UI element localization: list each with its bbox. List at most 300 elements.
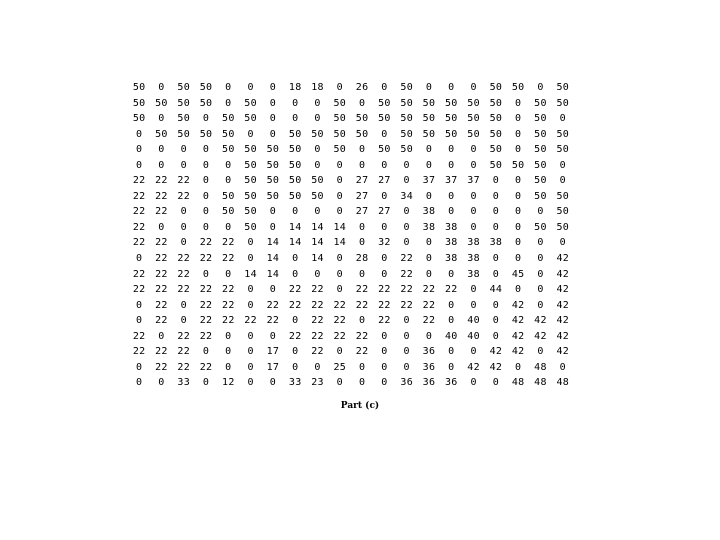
matrix-cell: 22 [311,330,324,342]
matrix-cell: 0 [403,175,410,187]
matrix-cell: 50 [311,128,324,140]
matrix-cell: 0 [425,159,433,171]
matrix-cell: 50 [400,97,414,109]
matrix-cell: 0 [358,97,366,109]
matrix-cell: 22 [311,284,324,296]
matrix-cell: 50 [489,82,503,93]
matrix-cell: 0 [515,175,522,187]
matrix-cell: 0 [470,299,477,311]
matrix-cell: 45 [511,268,525,280]
matrix-cell: 14 [244,268,257,280]
matrix-cell: 22 [177,190,191,202]
matrix-cell: 50 [288,175,302,187]
matrix-cell: 22 [355,346,369,358]
matrix-cell: 0 [425,82,433,93]
matrix-cell: 22 [400,253,414,265]
matrix-cell: 50 [467,97,480,109]
matrix-cell: 22 [222,284,235,296]
matrix-cell: 22 [422,299,436,311]
matrix-cell: 22 [155,190,168,202]
matrix-cell: 14 [311,237,324,249]
matrix-cell: 50 [489,159,503,171]
matrix-cell: 50 [378,113,391,125]
matrix-cell: 0 [358,361,366,373]
matrix-cell: 50 [199,82,213,93]
matrix-cell: 22 [288,330,302,342]
matrix-cell: 22 [333,299,347,311]
matrix-cell: 37 [444,175,458,187]
matrix-cell: 22 [199,299,213,311]
matrix-cell: 22 [333,315,347,327]
matrix-cell: 42 [556,284,570,296]
matrix-cell: 50 [266,175,280,187]
matrix-cell: 50 [534,175,547,187]
matrix-cell: 14 [266,237,280,249]
matrix-cell: 0 [515,190,522,202]
matrix-cell: 22 [132,206,146,218]
matrix-cell: 18 [288,82,302,93]
matrix-cell: 0 [559,159,566,171]
matrix-cell: 0 [158,159,165,171]
matrix-cell: 50 [244,159,257,171]
matrix-cell: 50 [444,128,458,140]
matrix-cell: 50 [244,144,257,156]
matrix-cell: 0 [425,190,433,202]
matrix-cell: 0 [336,82,343,93]
matrix-cell: 27 [355,175,369,187]
matrix-cell: 50 [311,190,324,202]
matrix-cell: 40 [467,315,480,327]
matrix-cell: 50 [244,113,257,125]
matrix-cell: 0 [158,330,165,342]
matrix-cell: 0 [247,377,254,389]
matrix-cell: 0 [537,206,544,218]
matrix-cell: 0 [269,284,277,296]
matrix-cell: 50 [155,128,168,140]
matrix-cell: 22 [244,315,257,327]
matrix-cell: 0 [381,330,388,342]
matrix-cell: 22 [177,346,191,358]
matrix-cell: 50 [222,206,235,218]
matrix-cell: 0 [336,346,343,358]
matrix-cell: 36 [400,377,414,389]
matrix-cell: 50 [489,113,503,125]
matrix-cell: 0 [314,361,321,373]
matrix-cell: 50 [177,128,191,140]
matrix-cell: 0 [202,206,210,218]
matrix-cell: 50 [222,128,235,140]
matrix-cell: 0 [515,361,522,373]
matrix-cell: 0 [537,284,544,296]
matrix-cell: 0 [314,113,321,125]
matrix-cell: 0 [247,330,254,342]
matrix-cell: 17 [266,361,280,373]
matrix-cell: 0 [314,144,321,156]
matrix-cell: 0 [448,190,455,202]
matrix-cell: 0 [403,346,410,358]
matrix-cell: 23 [311,377,324,389]
matrix-cell: 50 [199,97,213,109]
matrix-cell: 0 [448,315,455,327]
matrix-cell: 0 [202,159,210,171]
matrix-cell: 0 [403,206,410,218]
matrix-cell: 22 [155,268,168,280]
matrix-cell: 50 [444,113,458,125]
matrix-cell: 0 [358,144,366,156]
matrix-cell: 22 [400,299,414,311]
matrix-cell: 0 [269,377,277,389]
matrix-cell: 50 [556,221,570,233]
matrix-cell: 50 [177,113,191,125]
matrix-cell: 0 [492,206,500,218]
matrix-cell: 0 [403,330,410,342]
matrix-cell: 0 [269,221,277,233]
matrix-cell: 0 [515,237,522,249]
matrix-cell: 0 [336,268,343,280]
matrix-cell: 0 [180,221,187,233]
matrix-cell: 22 [288,284,302,296]
matrix-cell: 0 [269,113,277,125]
matrix-cell: 0 [470,284,477,296]
matrix-cell: 50 [556,82,570,93]
matrix-cell: 0 [515,97,522,109]
matrix-cell: 0 [470,82,477,93]
matrix-cell: 22 [155,206,168,218]
matrix-cell: 0 [470,190,477,202]
matrix-cell: 0 [135,253,143,265]
matrix-cell: 0 [158,144,165,156]
matrix-cell: 0 [492,175,500,187]
matrix-cell: 50 [333,144,347,156]
matrix-cell: 14 [311,253,324,265]
matrix-cell: 50 [489,97,503,109]
matrix-cell: 22 [422,315,436,327]
matrix-cell: 0 [559,175,566,187]
matrix-cell: 26 [355,82,369,93]
matrix-cell: 22 [155,361,168,373]
matrix-cell: 42 [489,361,503,373]
matrix-cell: 0 [381,221,388,233]
matrix-cell: 0 [470,206,477,218]
matrix-cell: 18 [311,82,324,93]
matrix-cell: 0 [314,97,321,109]
matrix-cell: 0 [180,237,187,249]
matrix-cell: 0 [537,237,544,249]
matrix-cell: 22 [355,330,369,342]
matrix-cell: 0 [135,144,143,156]
matrix-cell: 0 [202,377,210,389]
matrix-cell: 0 [135,315,143,327]
matrix-cell: 50 [266,159,280,171]
matrix-cell: 0 [269,206,277,218]
matrix-cell: 50 [155,97,168,109]
matrix-cell: 22 [155,175,168,187]
matrix-cell: 44 [489,284,503,296]
matrix-cell: 50 [400,144,414,156]
matrix-cell: 0 [336,284,343,296]
matrix-cell: 0 [292,315,299,327]
matrix-cell: 50 [244,206,257,218]
matrix-cell: 0 [358,221,366,233]
matrix-cell: 0 [135,377,143,389]
matrix-cell: 42 [556,268,570,280]
matrix-cell: 0 [559,113,566,125]
matrix-cell: 0 [515,284,522,296]
matrix-cell: 0 [381,190,388,202]
matrix-cell: 0 [202,268,210,280]
matrix-cell: 50 [534,97,547,109]
matrix-cell: 50 [244,97,257,109]
matrix-cell: 0 [135,128,143,140]
matrix-cell: 50 [556,206,570,218]
matrix-cell: 22 [355,299,369,311]
matrix-cell: 22 [132,175,146,187]
matrix-cell: 0 [269,97,277,109]
matrix-cell: 0 [492,221,500,233]
matrix-cell: 50 [422,128,436,140]
matrix-cell: 22 [222,253,235,265]
matrix-cell: 48 [534,361,547,373]
matrix-cell: 0 [492,377,500,389]
matrix-cell: 38 [444,221,458,233]
matrix-cell: 0 [403,361,410,373]
matrix-cell: 12 [222,377,235,389]
matrix-cell: 50 [333,113,347,125]
matrix-cell: 0 [358,159,366,171]
matrix-cell: 0 [515,128,522,140]
matrix-cell: 0 [247,82,254,93]
matrix-cell: 50 [400,128,414,140]
matrix-cell: 0 [381,361,388,373]
matrix-cell: 0 [314,268,321,280]
matrix-cell: 50 [400,82,414,93]
matrix-cell: 0 [559,361,566,373]
matrix-cell: 22 [311,315,324,327]
matrix-cell: 22 [155,253,168,265]
matrix-cell: 22 [155,315,168,327]
matrix-cell: 42 [534,330,547,342]
matrix-cell: 38 [489,237,503,249]
matrix-cell: 22 [222,237,235,249]
matrix-cell: 50 [132,113,146,125]
matrix-cell: 0 [448,361,455,373]
matrix-cell: 50 [355,113,369,125]
matrix-cell: 0 [403,221,410,233]
matrix-cell: 0 [158,82,165,93]
matrix-cell: 22 [222,315,235,327]
matrix-cell: 0 [135,299,143,311]
matrix-cell: 0 [515,221,522,233]
figure-caption: Part (c) [340,401,380,411]
matrix-cell: 0 [225,82,232,93]
matrix-cell: 22 [222,299,235,311]
matrix-cell: 22 [288,299,302,311]
matrix-cell: 42 [511,315,525,327]
matrix-cell: 0 [448,159,455,171]
matrix-cell: 22 [155,284,168,296]
matrix-cell: 50 [222,190,235,202]
matrix-cell: 36 [422,346,436,358]
matrix-cell: 27 [378,206,391,218]
matrix-cell: 14 [288,221,302,233]
matrix-cell: 27 [355,206,369,218]
matrix-cell: 22 [132,346,146,358]
matrix-cell: 22 [155,299,168,311]
matrix-cell: 50 [400,113,414,125]
matrix-cell: 0 [269,82,277,93]
matrix-cell: 42 [511,299,525,311]
matrix-cell: 42 [556,315,570,327]
matrix-cell: 0 [292,97,299,109]
matrix-cell: 50 [556,97,570,109]
matrix-cell: 0 [425,330,433,342]
matrix-cell: 32 [378,237,391,249]
matrix-cell: 0 [336,175,343,187]
matrix-cell: 22 [378,299,391,311]
matrix-cell: 0 [492,330,500,342]
matrix-cell: 0 [269,330,277,342]
matrix-cell: 42 [467,361,480,373]
matrix-cell: 0 [180,206,187,218]
matrix-cell: 0 [470,346,477,358]
matrix-cell: 50 [222,144,235,156]
matrix-cell: 50 [333,97,347,109]
matrix-cell: 0 [448,144,455,156]
matrix-cell: 48 [511,377,525,389]
matrix-cell: 0 [336,190,343,202]
matrix-cell: 50 [177,82,191,93]
matrix-cell: 0 [515,144,522,156]
matrix-cell: 22 [311,299,324,311]
matrix-cell: 14 [311,221,324,233]
matrix-cell: 42 [489,346,503,358]
matrix-cell: 40 [444,330,458,342]
matrix-cell: 0 [225,330,232,342]
matrix-cell: 0 [158,113,165,125]
matrix-cell: 0 [470,377,477,389]
matrix-cell: 0 [515,113,522,125]
matrix-cell: 36 [422,377,436,389]
matrix-cell: 0 [381,268,388,280]
matrix-cell: 22 [177,175,191,187]
matrix-cell: 0 [381,377,388,389]
matrix-cell: 50 [355,128,369,140]
matrix-cell: 22 [311,346,324,358]
matrix-cell: 22 [422,284,436,296]
matrix-cell: 0 [537,346,544,358]
matrix-cell: 22 [177,268,191,280]
matrix-cell: 38 [467,237,480,249]
matrix-cell: 0 [492,315,500,327]
matrix-cell: 0 [515,206,522,218]
matrix-cell: 50 [288,159,302,171]
matrix-cell: 0 [470,159,477,171]
matrix-cell: 0 [358,237,366,249]
matrix-cell: 0 [448,206,455,218]
matrix-cell: 36 [422,361,436,373]
matrix-cell: 0 [247,253,254,265]
matrix-cell: 50 [444,97,458,109]
matrix-cell: 0 [202,113,210,125]
matrix-cell: 0 [537,82,544,93]
matrix-cell: 50 [288,190,302,202]
matrix-cell: 22 [155,346,168,358]
matrix-cell: 50 [534,144,547,156]
matrix-cell: 0 [180,299,187,311]
matrix-cell: 42 [511,346,525,358]
matrix-cell: 22 [266,299,280,311]
matrix-cell: 0 [515,253,522,265]
matrix-cell: 33 [177,377,191,389]
matrix-cell: 0 [537,299,544,311]
matrix-cell: 17 [266,346,280,358]
matrix-cell: 0 [247,284,254,296]
matrix-cell: 22 [378,284,391,296]
matrix-cell: 0 [470,221,477,233]
matrix-cell: 42 [556,346,570,358]
matrix-cell: 0 [247,346,254,358]
matrix-cell: 0 [225,346,232,358]
matrix-cell: 0 [381,346,388,358]
matrix-cell: 42 [556,253,570,265]
matrix-cell: 0 [247,237,254,249]
matrix-cell: 0 [180,315,187,327]
matrix-cell: 50 [132,82,146,93]
matrix-cell: 0 [225,221,232,233]
matrix-cell: 0 [292,253,299,265]
matrix-cell: 38 [444,237,458,249]
matrix-cell: 0 [158,221,165,233]
matrix-cell: 50 [333,128,347,140]
matrix-cell: 22 [132,284,146,296]
matrix-cell: 0 [225,361,232,373]
matrix-cell: 50 [244,190,257,202]
matrix-cell: 0 [403,237,410,249]
matrix-cell: 0 [202,190,210,202]
matrix-cell: 0 [358,377,366,389]
matrix-cell: 0 [492,268,500,280]
matrix-cell: 0 [448,299,455,311]
matrix-cell: 0 [381,82,388,93]
matrix-cell: 22 [132,190,146,202]
matrix-cell: 14 [266,253,280,265]
matrix-cell: 0 [381,159,388,171]
matrix-cell: 0 [135,159,143,171]
matrix-cell: 0 [202,346,210,358]
matrix-cell: 50 [534,113,547,125]
matrix-cell: 0 [336,377,343,389]
matrix-cell: 0 [336,159,343,171]
matrix-cell: 0 [202,221,210,233]
matrix-cell: 0 [425,144,433,156]
matrix-cell: 48 [534,377,547,389]
matrix-cell: 0 [225,159,232,171]
matrix-cell: 28 [355,253,369,265]
matrix-cell: 22 [199,237,213,249]
matrix-cell: 50 [467,128,480,140]
matrix-cell: 48 [556,377,570,389]
matrix-cell: 0 [537,253,544,265]
matrix-cell: 0 [358,268,366,280]
matrix-cell: 0 [559,237,566,249]
matrix-cell: 22 [155,237,168,249]
matrix-cell: 0 [381,128,388,140]
matrix-cell: 50 [244,221,257,233]
matrix-cell: 50 [534,221,547,233]
matrix-cell: 50 [244,175,257,187]
matrix-cell: 14 [266,268,280,280]
matrix-cell: 38 [422,221,436,233]
